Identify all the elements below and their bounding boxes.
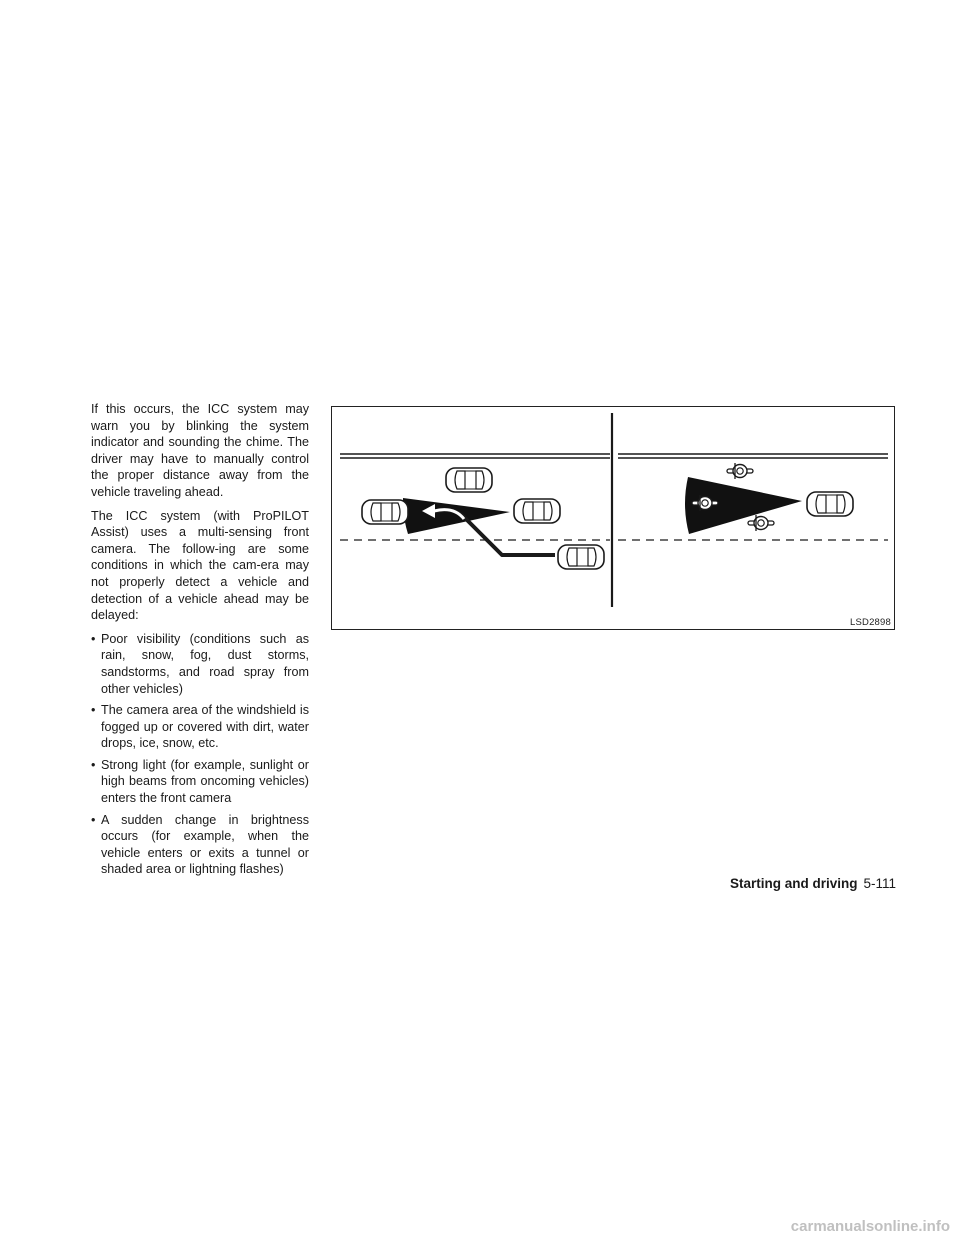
list-item [91, 631, 309, 697]
list-item-text: A sudden change in brightness occurs (for example, when the vehicle enters or exits a tunnel or shaded area or lightning flashes) [101, 812, 309, 877]
car-icon [514, 499, 560, 523]
bullet-icon: • [91, 631, 96, 646]
conditions-list [91, 631, 309, 878]
list-item-text: Strong light (for example, sunlight or high beams from oncoming vehicles) enters the front camera [101, 757, 309, 806]
list-item-text: Poor visibility (conditions such as rain, snow, fog, dust storms, sandstorms, and road spray from other vehicles) [101, 631, 309, 696]
figure-code: LSD2898 [849, 617, 891, 628]
watermark: carmanualsonline.info [790, 1218, 950, 1235]
lane-change-scene [340, 454, 610, 569]
list-item [91, 757, 309, 807]
list-item [91, 702, 309, 752]
body-text-column [91, 401, 309, 883]
motorcycle-scene [618, 454, 888, 540]
motorcycle-icon [727, 463, 753, 479]
page-footer [730, 876, 896, 891]
paragraph-2: The ICC system (with ProPILOT Assist) uses a multi-sensing front camera. The follow-ing are some conditions in which the cam-era may not properly detect a vehicle and detection of a vehicle ahead may be delayed: [91, 508, 309, 623]
car-icon [446, 468, 492, 492]
camera-detection-figure [331, 406, 895, 630]
figure-illustration [332, 407, 894, 629]
section-title: Starting and driving [729, 876, 858, 891]
bullet-icon: • [91, 703, 96, 718]
car-icon [558, 545, 604, 569]
car-icon [807, 492, 853, 516]
car-icon [362, 500, 408, 524]
motorcycle-icon [748, 515, 774, 531]
list-item [91, 812, 309, 878]
bullet-icon: • [91, 757, 96, 772]
list-item-text: The camera area of the windshield is fogged up or covered with dirt, water drops, ice, snow, etc. [101, 703, 309, 751]
bullet-icon: • [91, 812, 96, 827]
page-number: 5-111 [863, 876, 896, 891]
paragraph-1: If this occurs, the ICC system may warn you by blinking the system indicator and sounding the chime. The driver may have to manually control the proper distance away from the vehicle traveling ahead. [91, 402, 309, 499]
